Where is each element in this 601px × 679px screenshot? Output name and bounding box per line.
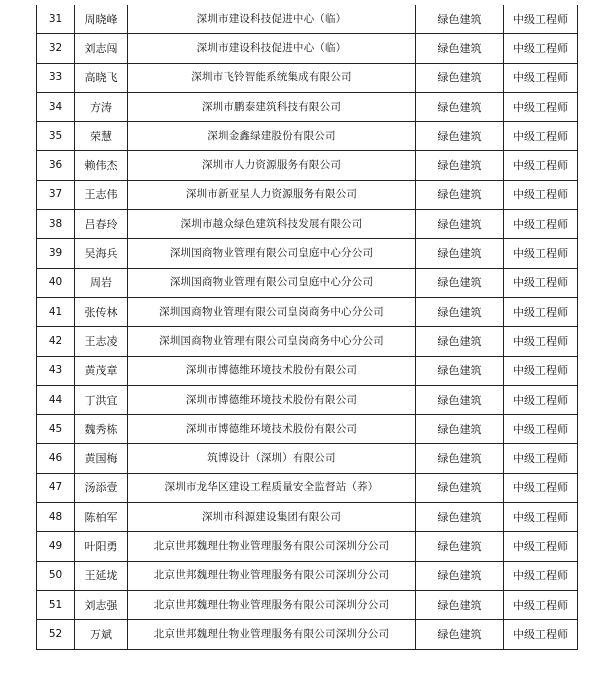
professional-title: 中级工程师 [504, 590, 578, 619]
professional-title: 中级工程师 [504, 473, 578, 502]
table-row [37, 590, 578, 619]
organization: 北京世邦魏理仕物业管理服务有限公司深圳分公司 [128, 561, 416, 590]
organization: 深圳金鑫绿建股份有限公司 [128, 122, 416, 151]
professional-title: 中级工程师 [504, 620, 578, 649]
specialty: 绿色建筑 [416, 415, 504, 444]
organization: 深圳市博德维环境技术股份有限公司 [128, 415, 416, 444]
row-number: 35 [37, 122, 75, 151]
specialty: 绿色建筑 [416, 268, 504, 297]
specialty: 绿色建筑 [416, 385, 504, 414]
professional-title: 中级工程师 [504, 532, 578, 561]
organization: 北京世邦魏理仕物业管理服务有限公司深圳分公司 [128, 532, 416, 561]
professional-title: 中级工程师 [504, 34, 578, 63]
professional-title: 中级工程师 [504, 122, 578, 151]
table-row [37, 620, 578, 649]
row-number: 47 [37, 473, 75, 502]
person-name: 刘志闯 [75, 34, 128, 63]
specialty: 绿色建筑 [416, 63, 504, 92]
person-name: 叶阳勇 [75, 532, 128, 561]
table-row [37, 297, 578, 326]
specialty: 绿色建筑 [416, 122, 504, 151]
table-row [37, 532, 578, 561]
specialty: 绿色建筑 [416, 561, 504, 590]
specialty: 绿色建筑 [416, 532, 504, 561]
professional-title: 中级工程师 [504, 356, 578, 385]
specialty: 绿色建筑 [416, 590, 504, 619]
organization: 深圳市新亚星人力资源服务有限公司 [128, 180, 416, 209]
person-name: 刘志强 [75, 590, 128, 619]
table-row [37, 239, 578, 268]
row-number: 39 [37, 239, 75, 268]
row-number: 48 [37, 503, 75, 532]
organization: 深圳市博德维环境技术股份有限公司 [128, 385, 416, 414]
person-name: 黄茂章 [75, 356, 128, 385]
professional-title: 中级工程师 [504, 92, 578, 121]
organization: 深圳市飞铃智能系统集成有限公司 [128, 63, 416, 92]
row-number: 40 [37, 268, 75, 297]
specialty: 绿色建筑 [416, 620, 504, 649]
specialty: 绿色建筑 [416, 180, 504, 209]
person-name: 张传林 [75, 297, 128, 326]
professional-title: 中级工程师 [504, 444, 578, 473]
row-number: 38 [37, 210, 75, 239]
specialty: 绿色建筑 [416, 151, 504, 180]
row-number: 49 [37, 532, 75, 561]
row-number: 33 [37, 63, 75, 92]
row-number: 36 [37, 151, 75, 180]
specialty: 绿色建筑 [416, 239, 504, 268]
organization: 深圳市科源建设集团有限公司 [128, 503, 416, 532]
professional-title: 中级工程师 [504, 210, 578, 239]
organization: 深圳市鹏泰建筑科技有限公司 [128, 92, 416, 121]
row-number: 37 [37, 180, 75, 209]
professional-title: 中级工程师 [504, 239, 578, 268]
specialty: 绿色建筑 [416, 210, 504, 239]
table-row [37, 63, 578, 92]
person-name: 方涛 [75, 92, 128, 121]
person-name: 王延垅 [75, 561, 128, 590]
row-number: 46 [37, 444, 75, 473]
professional-title: 中级工程师 [504, 415, 578, 444]
roster-table [36, 5, 578, 650]
table-row [37, 5, 578, 34]
specialty: 绿色建筑 [416, 5, 504, 34]
organization: 深圳市人力资源服务有限公司 [128, 151, 416, 180]
row-number: 44 [37, 385, 75, 414]
professional-title: 中级工程师 [504, 180, 578, 209]
specialty: 绿色建筑 [416, 92, 504, 121]
row-number: 45 [37, 415, 75, 444]
specialty: 绿色建筑 [416, 356, 504, 385]
row-number: 41 [37, 297, 75, 326]
table-row [37, 356, 578, 385]
table-row [37, 473, 578, 502]
table-row [37, 444, 578, 473]
row-number: 51 [37, 590, 75, 619]
professional-title: 中级工程师 [504, 327, 578, 356]
person-name: 周晓峰 [75, 5, 128, 34]
table-row [37, 268, 578, 297]
table-row [37, 151, 578, 180]
table-row [37, 415, 578, 444]
organization: 深圳国商物业管理有限公司皇岗商务中心分公司 [128, 297, 416, 326]
row-number: 32 [37, 34, 75, 63]
professional-title: 中级工程师 [504, 297, 578, 326]
table-row [37, 327, 578, 356]
person-name: 高晓飞 [75, 63, 128, 92]
organization: 深圳市建设科技促进中心（临） [128, 5, 416, 34]
person-name: 丁洪宜 [75, 385, 128, 414]
person-name: 魏秀栋 [75, 415, 128, 444]
person-name: 赖伟杰 [75, 151, 128, 180]
specialty: 绿色建筑 [416, 34, 504, 63]
row-number: 34 [37, 92, 75, 121]
table-row [37, 180, 578, 209]
person-name: 荣慧 [75, 122, 128, 151]
row-number: 52 [37, 620, 75, 649]
table-row [37, 34, 578, 63]
person-name: 陈柏军 [75, 503, 128, 532]
professional-title: 中级工程师 [504, 63, 578, 92]
organization: 深圳国商物业管理有限公司皇庭中心分公司 [128, 268, 416, 297]
person-name: 王志伟 [75, 180, 128, 209]
table-row [37, 92, 578, 121]
organization: 深圳市越众绿色建筑科技发展有限公司 [128, 210, 416, 239]
person-name: 王志凌 [75, 327, 128, 356]
person-name: 黄国梅 [75, 444, 128, 473]
person-name: 吕春玲 [75, 210, 128, 239]
person-name: 汤添壹 [75, 473, 128, 502]
specialty: 绿色建筑 [416, 297, 504, 326]
professional-title: 中级工程师 [504, 561, 578, 590]
row-number: 43 [37, 356, 75, 385]
professional-title: 中级工程师 [504, 5, 578, 34]
specialty: 绿色建筑 [416, 473, 504, 502]
roster-table-body [37, 5, 578, 649]
table-row [37, 561, 578, 590]
table-row [37, 385, 578, 414]
organization: 深圳国商物业管理有限公司皇岗商务中心分公司 [128, 327, 416, 356]
specialty: 绿色建筑 [416, 444, 504, 473]
organization: 深圳市建设科技促进中心（临） [128, 34, 416, 63]
person-name: 万斌 [75, 620, 128, 649]
row-number: 42 [37, 327, 75, 356]
person-name: 吴海兵 [75, 239, 128, 268]
professional-title: 中级工程师 [504, 268, 578, 297]
specialty: 绿色建筑 [416, 503, 504, 532]
table-row [37, 210, 578, 239]
organization: 深圳市博德维环境技术股份有限公司 [128, 356, 416, 385]
professional-title: 中级工程师 [504, 385, 578, 414]
table-row [37, 503, 578, 532]
row-number: 50 [37, 561, 75, 590]
professional-title: 中级工程师 [504, 503, 578, 532]
row-number: 31 [37, 5, 75, 34]
professional-title: 中级工程师 [504, 151, 578, 180]
person-name: 周岩 [75, 268, 128, 297]
organization: 北京世邦魏理仕物业管理服务有限公司深圳分公司 [128, 590, 416, 619]
organization: 深圳国商物业管理有限公司皇庭中心分公司 [128, 239, 416, 268]
table-row [37, 122, 578, 151]
organization: 深圳市龙华区建设工程质量安全监督站（荞） [128, 473, 416, 502]
specialty: 绿色建筑 [416, 327, 504, 356]
organization: 北京世邦魏理仕物业管理服务有限公司深圳分公司 [128, 620, 416, 649]
organization: 筑博设计（深圳）有限公司 [128, 444, 416, 473]
